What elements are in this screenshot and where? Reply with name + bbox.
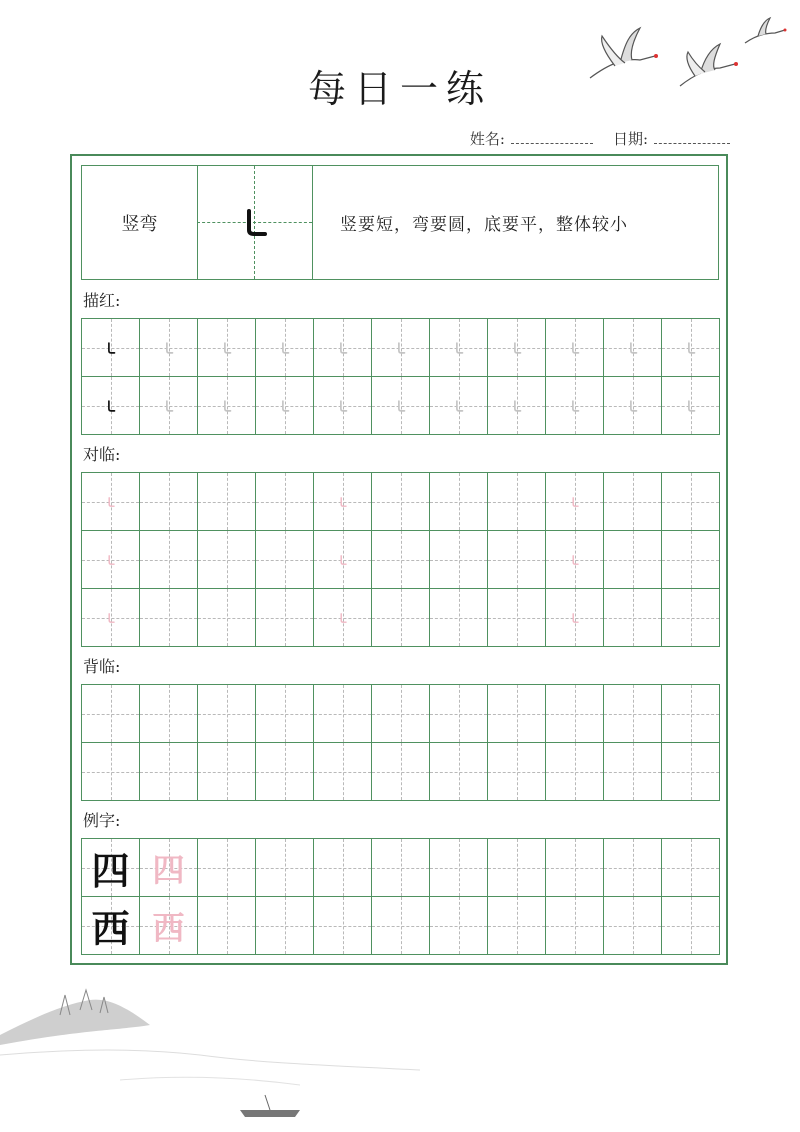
- name-field[interactable]: [470, 128, 593, 149]
- practice-cell[interactable]: [313, 742, 372, 801]
- practice-cell[interactable]: [661, 376, 720, 435]
- practice-cell[interactable]: [429, 896, 488, 955]
- practice-cell[interactable]: [81, 376, 140, 435]
- practice-cell[interactable]: [139, 742, 198, 801]
- practice-cell[interactable]: [371, 588, 430, 647]
- practice-cell[interactable]: [255, 318, 314, 377]
- practice-cell[interactable]: [371, 318, 430, 377]
- stroke-vertical-bend-icon: [198, 377, 255, 434]
- practice-cell[interactable]: [255, 588, 314, 647]
- stroke-vertical-bend-icon: [372, 319, 429, 376]
- practice-cell[interactable]: [545, 588, 604, 647]
- stroke-vertical-bend-icon: [314, 377, 371, 434]
- stroke-vertical-bend-icon: [256, 319, 313, 376]
- stroke-vertical-bend-icon: [82, 473, 139, 530]
- practice-cell[interactable]: [139, 896, 198, 955]
- practice-cell[interactable]: [603, 588, 662, 647]
- practice-cell[interactable]: [197, 530, 256, 589]
- practice-cell[interactable]: [313, 684, 372, 743]
- stroke-vertical-bend-icon: [372, 377, 429, 434]
- practice-cell[interactable]: [81, 588, 140, 647]
- practice-cell[interactable]: [487, 684, 546, 743]
- practice-cell[interactable]: [429, 684, 488, 743]
- stroke-vertical-bend-icon: [314, 531, 371, 588]
- trace-label: 描红:: [83, 291, 121, 310]
- practice-cell[interactable]: [603, 684, 662, 743]
- practice-cell[interactable]: [371, 530, 430, 589]
- practice-cell[interactable]: [255, 684, 314, 743]
- example-grid: [81, 838, 719, 954]
- stroke-vertical-bend-icon: [256, 377, 313, 434]
- practice-cell[interactable]: [197, 376, 256, 435]
- stroke-header-box: [81, 165, 719, 280]
- practice-cell[interactable]: [661, 588, 720, 647]
- practice-cell[interactable]: [255, 896, 314, 955]
- page-title: 每日一练: [307, 67, 492, 111]
- meta-row: [470, 128, 730, 149]
- practice-cell[interactable]: [313, 472, 372, 531]
- date-label: 日期:: [612, 130, 648, 148]
- practice-cell[interactable]: [313, 838, 372, 897]
- practice-cell[interactable]: [661, 318, 720, 377]
- practice-cell[interactable]: [197, 838, 256, 897]
- practice-cell[interactable]: [545, 838, 604, 897]
- practice-cell[interactable]: [81, 838, 140, 897]
- practice-cell[interactable]: [603, 896, 662, 955]
- practice-cell[interactable]: [197, 896, 256, 955]
- practice-cell[interactable]: [371, 472, 430, 531]
- practice-cell[interactable]: [139, 684, 198, 743]
- practice-cell[interactable]: [255, 530, 314, 589]
- practice-cell[interactable]: [545, 318, 604, 377]
- stroke-vertical-bend-icon: [430, 377, 487, 434]
- stroke-vertical-bend-icon: [546, 319, 603, 376]
- stroke-vertical-bend-icon: [662, 377, 719, 434]
- practice-cell[interactable]: [313, 896, 372, 955]
- example-trace-char: 四: [152, 850, 185, 889]
- practice-cell[interactable]: [429, 588, 488, 647]
- practice-cell[interactable]: [371, 896, 430, 955]
- practice-cell[interactable]: [603, 838, 662, 897]
- stroke-vertical-bend-icon: [546, 531, 603, 588]
- stroke-vertical-bend-icon: [82, 319, 139, 376]
- practice-cell[interactable]: [429, 530, 488, 589]
- date-field[interactable]: [613, 128, 730, 149]
- practice-cell[interactable]: [487, 318, 546, 377]
- stroke-vertical-bend-icon: [82, 377, 139, 434]
- stroke-vertical-bend-icon: [604, 377, 661, 434]
- stroke-vertical-bend-icon: [488, 319, 545, 376]
- practice-cell[interactable]: [429, 376, 488, 435]
- practice-cell[interactable]: [371, 838, 430, 897]
- stroke-vertical-bend-icon: [662, 319, 719, 376]
- practice-cell[interactable]: [429, 472, 488, 531]
- practice-cell[interactable]: [255, 742, 314, 801]
- stroke-vertical-bend-icon: [198, 319, 255, 376]
- example-label: 例字:: [83, 811, 121, 830]
- practice-cell[interactable]: [139, 318, 198, 377]
- practice-cell[interactable]: [255, 472, 314, 531]
- stroke-name: 竖弯: [82, 166, 198, 279]
- practice-cell[interactable]: [603, 530, 662, 589]
- stroke-vertical-bend-icon: [546, 377, 603, 434]
- practice-cell[interactable]: [81, 684, 140, 743]
- practice-cell[interactable]: [487, 588, 546, 647]
- stroke-vertical-bend-icon: [82, 531, 139, 588]
- practice-cell[interactable]: [255, 376, 314, 435]
- stroke-vertical-bend-icon: [82, 589, 139, 646]
- practice-cell[interactable]: [487, 376, 546, 435]
- practice-cell[interactable]: [139, 472, 198, 531]
- practice-cell[interactable]: [197, 742, 256, 801]
- practice-cell[interactable]: [661, 896, 720, 955]
- practice-cell[interactable]: [139, 530, 198, 589]
- practice-cell[interactable]: [661, 684, 720, 743]
- practice-cell[interactable]: [603, 742, 662, 801]
- example-trace-char: 西: [152, 908, 185, 947]
- stroke-vertical-bend-icon: [314, 319, 371, 376]
- stroke-vertical-bend-icon: [314, 589, 371, 646]
- ink-landscape-illustration: [0, 985, 420, 1132]
- practice-cell[interactable]: [371, 376, 430, 435]
- practice-cell[interactable]: [313, 318, 372, 377]
- practice-cell[interactable]: [313, 588, 372, 647]
- stroke-vertical-bend-icon: [604, 319, 661, 376]
- practice-cell[interactable]: [429, 838, 488, 897]
- name-label: 姓名:: [469, 130, 505, 148]
- practice-cell[interactable]: [81, 472, 140, 531]
- practice-cell[interactable]: [429, 318, 488, 377]
- practice-cell[interactable]: [545, 472, 604, 531]
- copy-label: 对临:: [83, 445, 121, 464]
- stroke-demo-cell: [197, 166, 313, 279]
- stroke-vertical-bend-icon: [314, 473, 371, 530]
- practice-cell[interactable]: [81, 318, 140, 377]
- practice-cell[interactable]: [487, 896, 546, 955]
- practice-cell[interactable]: [197, 684, 256, 743]
- practice-cell[interactable]: [661, 742, 720, 801]
- stroke-vertical-bend-icon: [546, 473, 603, 530]
- recall-label: 背临:: [83, 657, 121, 676]
- stroke-vertical-bend-icon: [488, 377, 545, 434]
- practice-cell[interactable]: [313, 530, 372, 589]
- example-char: 四: [91, 848, 130, 893]
- stroke-vertical-bend-icon: [546, 589, 603, 646]
- practice-cell[interactable]: [661, 472, 720, 531]
- practice-cell[interactable]: [139, 376, 198, 435]
- practice-cell[interactable]: [371, 684, 430, 743]
- practice-cell[interactable]: [487, 742, 546, 801]
- practice-cell[interactable]: [603, 472, 662, 531]
- practice-cell[interactable]: [545, 684, 604, 743]
- practice-cell[interactable]: [545, 742, 604, 801]
- practice-cell[interactable]: [545, 896, 604, 955]
- practice-cell[interactable]: [545, 530, 604, 589]
- practice-cell[interactable]: [139, 588, 198, 647]
- practice-cell[interactable]: [487, 530, 546, 589]
- practice-cell[interactable]: [603, 376, 662, 435]
- practice-cell[interactable]: [139, 838, 198, 897]
- practice-cell[interactable]: [255, 838, 314, 897]
- practice-cell[interactable]: [197, 472, 256, 531]
- practice-cell[interactable]: [81, 530, 140, 589]
- stroke-vertical-bend-icon: [241, 208, 269, 238]
- recall-grid: [81, 684, 719, 800]
- practice-cell[interactable]: [603, 318, 662, 377]
- practice-cell[interactable]: [81, 896, 140, 955]
- stroke-vertical-bend-icon: [430, 319, 487, 376]
- practice-cell[interactable]: [81, 742, 140, 801]
- practice-cell[interactable]: [661, 530, 720, 589]
- stroke-vertical-bend-icon: [140, 319, 197, 376]
- example-char: 西: [91, 906, 130, 951]
- practice-cell[interactable]: [545, 376, 604, 435]
- stroke-vertical-bend-icon: [140, 377, 197, 434]
- practice-cell[interactable]: [661, 838, 720, 897]
- practice-cell[interactable]: [313, 376, 372, 435]
- practice-cell[interactable]: [371, 742, 430, 801]
- copy-grid: [81, 472, 719, 646]
- stroke-description: 竖要短，弯要圆，底要平，整体较小: [340, 215, 628, 235]
- trace-grid: [81, 318, 719, 434]
- practice-cell[interactable]: [429, 742, 488, 801]
- practice-cell[interactable]: [487, 472, 546, 531]
- practice-cell[interactable]: [197, 318, 256, 377]
- practice-cell[interactable]: [487, 838, 546, 897]
- practice-cell[interactable]: [197, 588, 256, 647]
